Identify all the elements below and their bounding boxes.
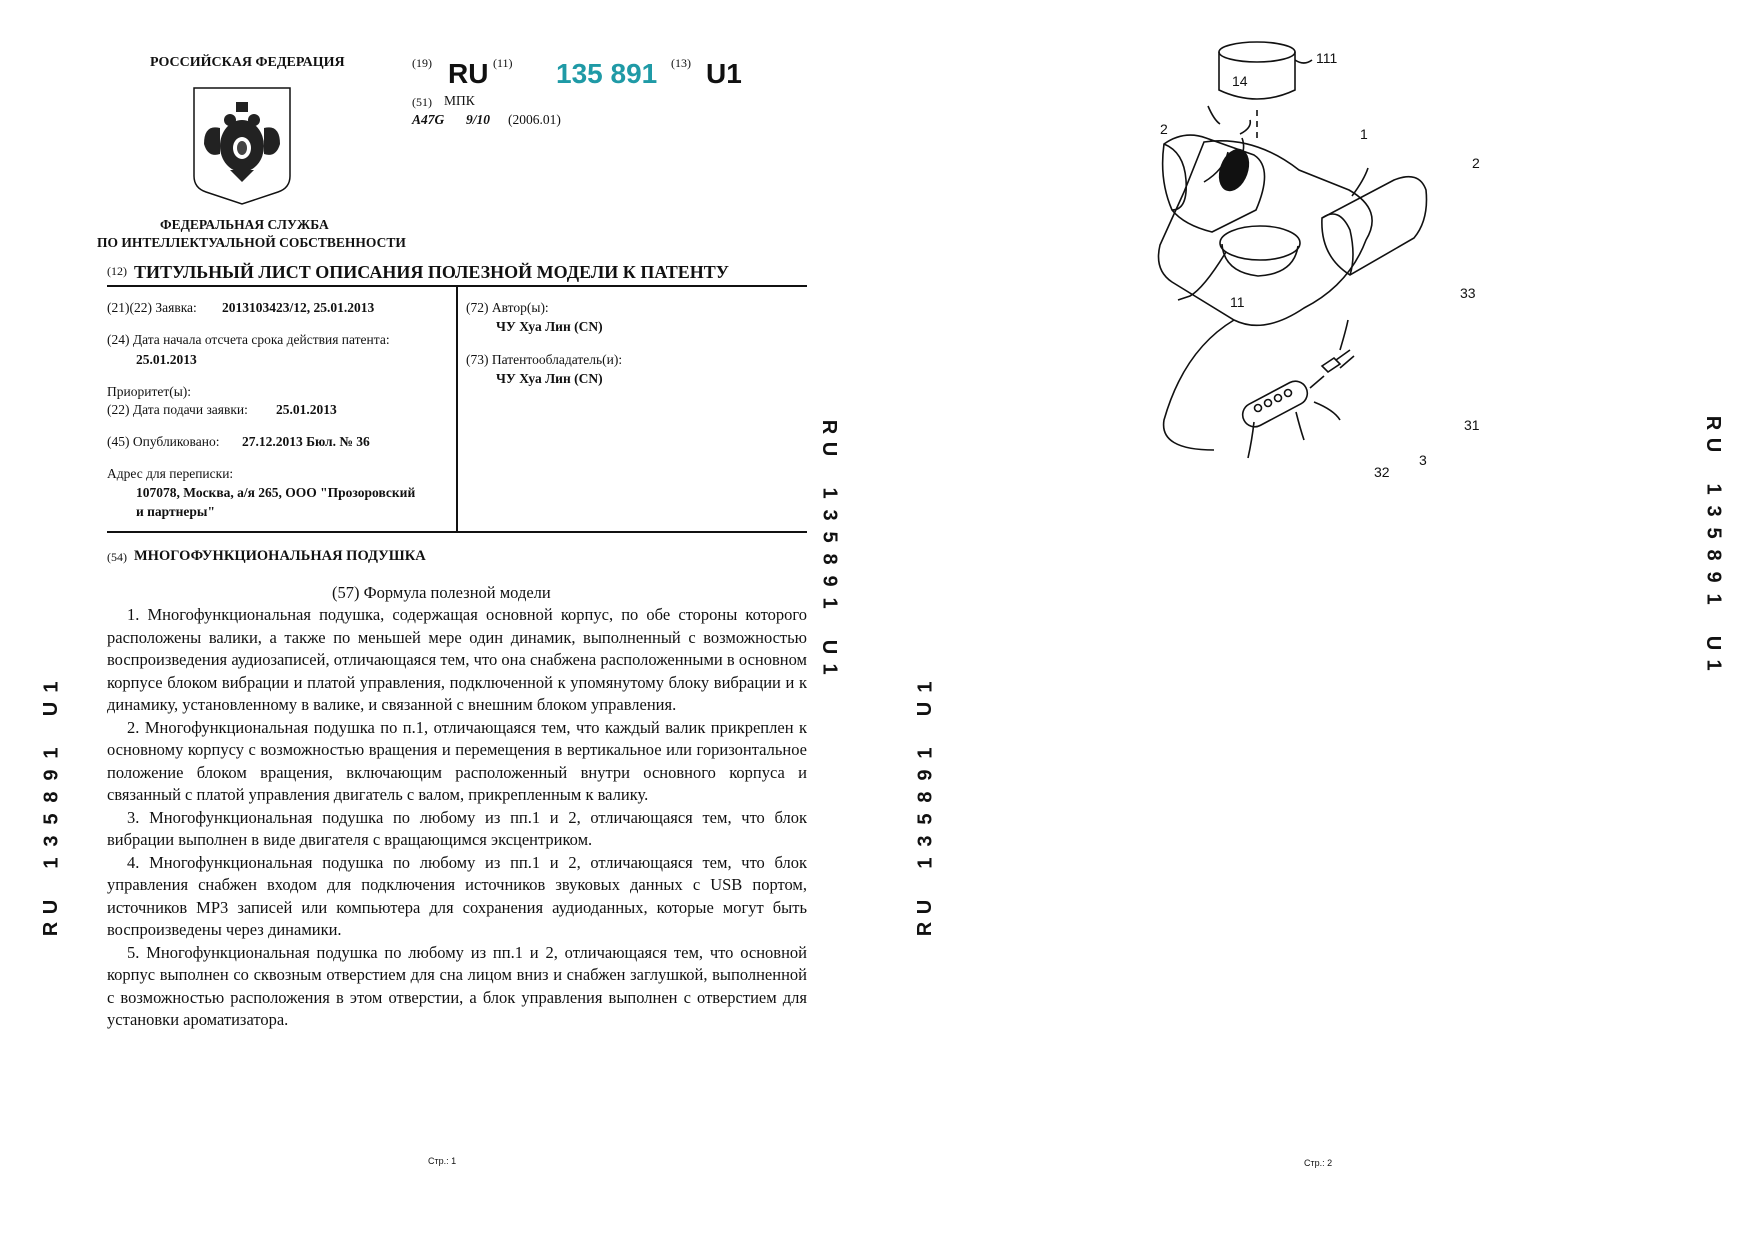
address-line-2: и партнеры" bbox=[136, 504, 215, 519]
claims-heading: (57) Формула полезной модели bbox=[332, 583, 551, 602]
inid-13: (13) bbox=[671, 56, 691, 70]
mpk-label: МПК bbox=[444, 93, 475, 108]
address-line-1: 107078, Москва, а/я 265, ООО "Прозоровский bbox=[136, 485, 416, 500]
inid-19: (19) bbox=[412, 56, 432, 70]
country-name: РОССИЙСКАЯ ФЕДЕРАЦИЯ bbox=[150, 55, 345, 70]
author-value: ЧУ Хуа Лин (CN) bbox=[496, 319, 603, 334]
claim-5: 5. Многофункциональная подушка по любому из пп.1 и 2, отличающаяся тем, что основной корпус выполнен со сквозным отверстием для сна лицом вниз и снабжен заглушкой, выполненной с возможностью расположения в этом отверстии, а блок управления выполнен с отверстием для установки ароматизатора. bbox=[107, 942, 807, 1029]
patent-number: 135 891 bbox=[556, 58, 658, 89]
side-label-left: R U 1 3 5 8 9 1 U 1 bbox=[40, 681, 63, 937]
claims-text bbox=[107, 604, 807, 1032]
priority-label: Приоритет(ы): bbox=[107, 384, 192, 399]
agency-line-1: ФЕДЕРАЛЬНАЯ СЛУЖБА bbox=[160, 217, 329, 232]
label-1: 1 bbox=[1360, 126, 1368, 142]
author-label: (72) Автор(ы): bbox=[466, 300, 549, 315]
claim-4: 4. Многофункциональная подушка по любому из пп.1 и 2, отличающаяся тем, что блок управления снабжен входом для подключения источников звуковых данных с USB портом, источников MP3 записей или компьютера для сохранения аудиоданных, которые могут быть воспроизведены через динамики. bbox=[107, 852, 807, 939]
address-label: Адрес для переписки: bbox=[107, 466, 234, 481]
label-31: 31 bbox=[1464, 417, 1480, 433]
label-32: 32 bbox=[1374, 464, 1390, 480]
claim-3: 3. Многофункциональная подушка по любому из пп.1 и 2, отличающаяся тем, что блок вибрации выполнен в виде двигателя с вращающимся эксцентриком. bbox=[107, 807, 807, 849]
holder-value: ЧУ Хуа Лин (CN) bbox=[496, 371, 603, 386]
published-value: 27.12.2013 Бюл. № 36 bbox=[242, 434, 370, 449]
label-2-right: 2 bbox=[1472, 155, 1480, 171]
page-footer: Стр.: 1 bbox=[428, 1156, 457, 1166]
claim-1: 1. Многофункциональная подушка, содержащая основной корпус, по обе стороны которого расположены валики, а также по меньшей мере один динамик, выполненный с возможностью воспроизведения аудиозаписей, отличающаяся тем, что она снабжена расположенными в основном корпусе блоком вибрации и платой управления, подключенной к упомянутому блоку вибрации и к динамику, установленному в валике, и связанной с внешним блоком управления. bbox=[107, 605, 807, 714]
term-start-value: 25.01.2013 bbox=[136, 352, 197, 367]
claim-2: 2. Многофункциональная подушка по п.1, отличающаяся тем, что каждый валик прикреплен к основному корпусу с возможностью вращения и перемещения в вертикальное или горизонтальное положение блоком вращения, включающим расположенный внутри основного корпуса и связанный с платой управления двигатель с валом, прикрепленным к валику. bbox=[107, 717, 807, 804]
biblio-rule bbox=[107, 531, 807, 533]
inid-51: (51) bbox=[412, 95, 432, 109]
label-2-left: 2 bbox=[1160, 121, 1168, 137]
application-label: (21)(22) Заявка: bbox=[107, 300, 197, 315]
published-label: (45) Опубликовано: bbox=[107, 434, 220, 449]
pillow-drawing bbox=[1144, 20, 1444, 490]
inid-11: (11) bbox=[493, 56, 513, 70]
holder-label: (73) Патентообладатель(и): bbox=[466, 352, 623, 367]
country-code: RU bbox=[448, 58, 489, 89]
term-start-label: (24) Дата начала отсчета срока действия патента: bbox=[107, 332, 390, 347]
side-label-left: R U 1 3 5 8 9 1 U 1 bbox=[914, 681, 937, 937]
ipc-class: A47G bbox=[412, 112, 445, 127]
side-label-right: R U 1 3 5 8 9 1 U 1 bbox=[818, 419, 841, 675]
document-title: ТИТУЛЬНЫЙ ЛИСТ ОПИСАНИЯ ПОЛЕЗНОЙ МОДЕЛИ К ПАТЕНТУ bbox=[134, 262, 729, 282]
coat-of-arms-emblem bbox=[190, 84, 294, 213]
ipc-version: (2006.01) bbox=[508, 112, 561, 127]
label-11: 11 bbox=[1230, 294, 1245, 310]
kind-code: U1 bbox=[706, 58, 742, 89]
inid-12: (12) bbox=[107, 264, 127, 278]
inid-54: (54) bbox=[107, 550, 127, 564]
label-14: 14 bbox=[1232, 73, 1248, 89]
label-3: 3 bbox=[1419, 452, 1427, 468]
filing-label: (22) Дата подачи заявки: bbox=[107, 402, 248, 417]
patent-page-2 bbox=[874, 0, 1748, 1240]
model-name: МНОГОФУНКЦИОНАЛЬНАЯ ПОДУШКА bbox=[134, 548, 426, 564]
filing-value: 25.01.2013 bbox=[276, 402, 337, 417]
side-label-right: R U 1 3 5 8 9 1 U 1 bbox=[1702, 415, 1725, 671]
page-footer: Стр.: 2 bbox=[1304, 1158, 1333, 1168]
agency-line-2: ПО ИНТЕЛЛЕКТУАЛЬНОЙ СОБСТВЕННОСТИ bbox=[97, 235, 406, 250]
ipc-group: 9/10 bbox=[466, 112, 491, 127]
label-111: 111 bbox=[1316, 50, 1338, 66]
column-divider bbox=[456, 287, 458, 531]
label-33: 33 bbox=[1460, 285, 1476, 301]
application-value: 2013103423/12, 25.01.2013 bbox=[222, 300, 375, 315]
